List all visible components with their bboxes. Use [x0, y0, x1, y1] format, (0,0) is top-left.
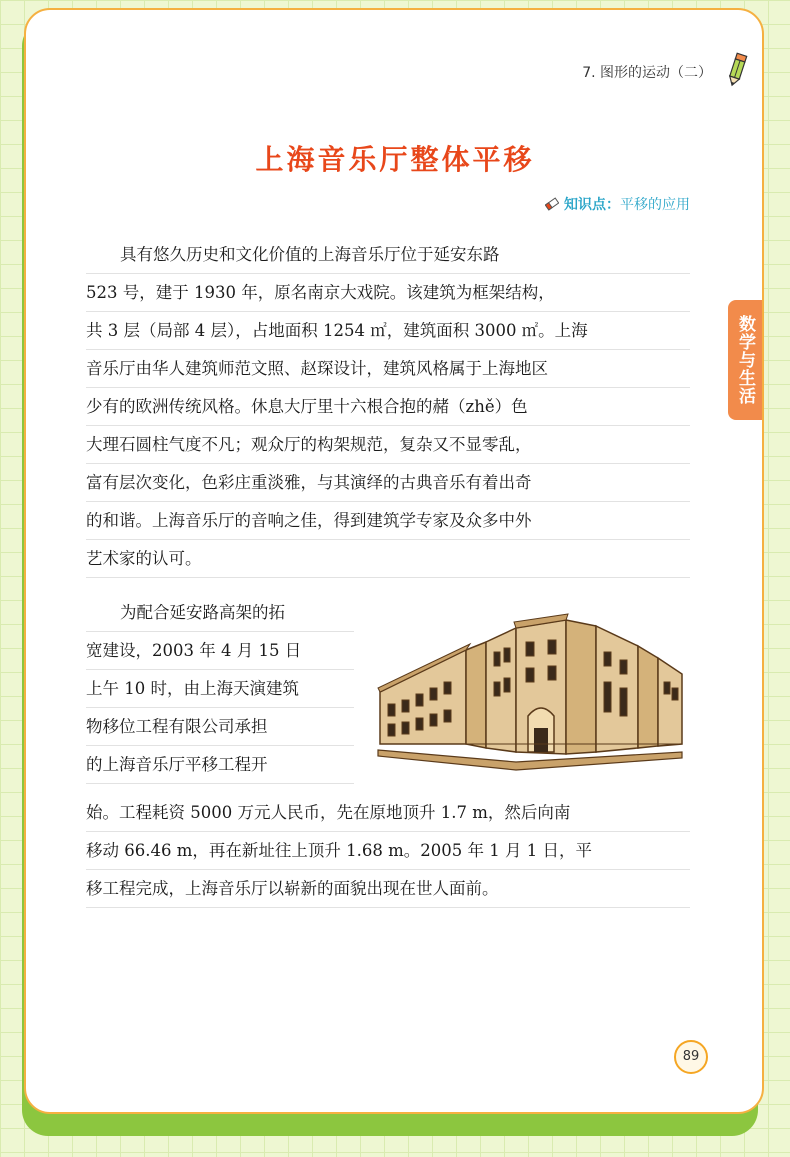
text-line: 始。工程耗资 5000 万元人民币，先在原地顶升 1.7 m，然后向南 — [86, 794, 690, 832]
text-line: 上午 10 时，由上海天演建筑 — [86, 670, 354, 708]
paragraph-3 — [86, 794, 690, 908]
text-line: 的上海音乐厅平移工程开 — [86, 746, 354, 784]
text-line: 艺术家的认可。 — [86, 540, 690, 578]
text-line: 为配合延安路高架的拓 — [86, 594, 354, 632]
knowledge-value: 平移的应用 — [620, 197, 690, 213]
page-number: 89 — [674, 1040, 708, 1074]
side-tab-math-life: 数学与生活 — [728, 300, 762, 420]
text-line: 大理石圆柱气度不凡；观众厅的构架规范，复杂又不显零乱， — [86, 426, 690, 464]
concert-hall-illustration — [376, 612, 686, 772]
text-line: 物移位工程有限公司承担 — [86, 708, 354, 746]
text-line: 的和谐。上海音乐厅的音响之佳，得到建筑学专家及众多中外 — [86, 502, 690, 540]
knowledge-label: 知识点： — [564, 197, 620, 213]
page-title: 上海音乐厅整体平移 — [255, 143, 535, 176]
text-line: 少有的欧洲传统风格。休息大厅里十六根合抱的赭（zhě）色 — [86, 388, 690, 426]
chapter-header: 7. 图形的运动（二） — [582, 65, 712, 81]
text-line: 宽建设，2003 年 4 月 15 日 — [86, 632, 354, 670]
pencil-icon — [724, 52, 750, 88]
text-line: 富有层次变化，色彩庄重淡雅，与其演绎的古典音乐有着出奇 — [86, 464, 690, 502]
paragraph-1 — [86, 236, 690, 578]
text-line: 移工程完成，上海音乐厅以崭新的面貌出现在世人面前。 — [86, 870, 690, 908]
knowledge-point — [545, 194, 690, 214]
text-line: 具有悠久历史和文化价值的上海音乐厅位于延安东路 — [86, 236, 690, 274]
text-line: 移动 66.46 m，再在新址往上顶升 1.68 m。2005 年 1 月 1 日，平 — [86, 832, 690, 870]
eraser-icon — [545, 197, 559, 211]
text-line: 523 号，建于 1930 年，原名南京大戏院。该建筑为框架结构， — [86, 274, 690, 312]
text-line: 共 3 层（局部 4 层），占地面积 1254 ㎡，建筑面积 3000 ㎡。上海 — [86, 312, 690, 350]
text-line: 音乐厅由华人建筑师范文照、赵琛设计，建筑风格属于上海地区 — [86, 350, 690, 388]
